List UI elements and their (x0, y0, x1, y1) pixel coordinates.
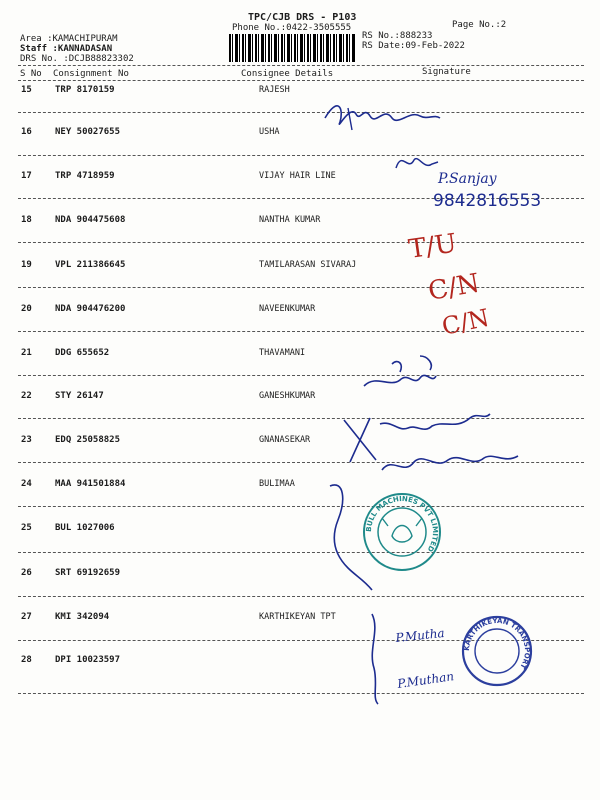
bull-stamp-text: BULL MACHINES PVT LIMITED (364, 494, 440, 554)
row-sno: 26 (21, 568, 32, 578)
bracket-rows-27-28 (372, 614, 378, 704)
row-sno: 27 (21, 612, 32, 622)
row-sno: 17 (21, 171, 32, 181)
note-row-18: T/U (406, 228, 459, 265)
col-sno: S No (20, 69, 42, 79)
signature-row-23 (382, 456, 518, 470)
row-consignee: NANTHA KUMAR (259, 215, 321, 225)
row-consignee: THAVAMANI (259, 348, 306, 358)
row-sno: 19 (21, 260, 32, 270)
row-consignee: NAVEENKUMAR (259, 304, 316, 314)
row-sno: 15 (21, 85, 32, 95)
bull-machines-stamp (364, 494, 440, 570)
row-consignment: NEY 50027655 (55, 127, 121, 137)
signature-row-27: P.Mutha (394, 625, 446, 645)
signature-row-28: P.Muthan (396, 669, 455, 691)
row-consignment: BUL 1027006 (55, 523, 115, 533)
row-sno: 24 (21, 479, 32, 489)
row-consignment: STY 26147 (55, 391, 104, 401)
col-consignment: Consignment No (53, 69, 129, 79)
handwritten-name-row-17: P.Sanjay (438, 171, 497, 187)
row-sno: 18 (21, 215, 32, 225)
karthikeyan-stamp-text: KARTHIKEYAN TRANSPORT (462, 616, 532, 671)
karthikeyan-transport-stamp (463, 617, 531, 685)
staff-label: Staff :KANNADASAN (20, 44, 113, 54)
row-sno: 21 (21, 348, 32, 358)
signature-row-15 (325, 106, 440, 124)
row-sno: 20 (21, 304, 32, 314)
col-signature: Signature (422, 67, 471, 77)
rs-number: RS No.:888233 (362, 31, 433, 41)
row-consignee: GANESHKUMAR (259, 391, 316, 401)
signature-row-16 (396, 159, 438, 168)
row-consignment: MAA 941501884 (55, 479, 126, 489)
row-consignee: USHA (259, 127, 280, 137)
row-consignment: VPL 211386645 (55, 260, 126, 270)
row-sno: 28 (21, 655, 32, 665)
row-consignment: DDG 655652 (55, 348, 110, 358)
row-consignee: BULIMAA (259, 479, 295, 489)
col-consignee: Consignee Details (241, 69, 334, 79)
svg-text:KARTHIKEYAN TRANSPORT (463, 617, 531, 671)
row-consignee: TAMILARASAN SIVARAJ (259, 260, 357, 270)
signature-row-22 (344, 414, 490, 462)
row-consignment: NDA 904475608 (55, 215, 126, 225)
phone-number: Phone No.:0422-3505555 (232, 23, 352, 33)
note-row-19: C/N (426, 268, 482, 307)
row-consignee: GNANASEKAR (259, 435, 311, 445)
row-consignment: NDA 904476200 (55, 304, 126, 314)
page-number: Page No.:2 (452, 20, 507, 30)
row-consignment: DPI 10023597 (55, 655, 121, 665)
row-consignment: TRP 4718959 (55, 171, 115, 181)
row-sno: 23 (21, 435, 32, 445)
row-consignee: VIJAY HAIR LINE (259, 171, 336, 181)
row-sno: 16 (21, 127, 32, 137)
drs-number: DRS No. :DCJB88823302 (20, 54, 134, 64)
note-row-20: C/N (439, 303, 492, 341)
area-label: Area :KAMACHIPURAM (20, 34, 118, 44)
row-consignee: RAJESH (259, 85, 290, 95)
signature-row-21 (364, 356, 436, 386)
row-sno: 22 (21, 391, 32, 401)
row-consignment: SRT 69192659 (55, 568, 121, 578)
row-consignee: KARTHIKEYAN TPT (259, 612, 336, 622)
rs-date: RS Date:09-Feb-2022 (362, 41, 465, 51)
row-consignment: KMI 342094 (55, 612, 110, 622)
row-sno: 25 (21, 523, 32, 533)
row-consignment: EDQ 25058825 (55, 435, 121, 445)
bracket-rows-24-26 (330, 485, 372, 590)
document-title: TPC/CJB DRS - P103 (248, 12, 357, 23)
row-consignment: TRP 8170159 (55, 85, 115, 95)
handwritten-phone-row-17: 9842816553 (433, 191, 542, 211)
